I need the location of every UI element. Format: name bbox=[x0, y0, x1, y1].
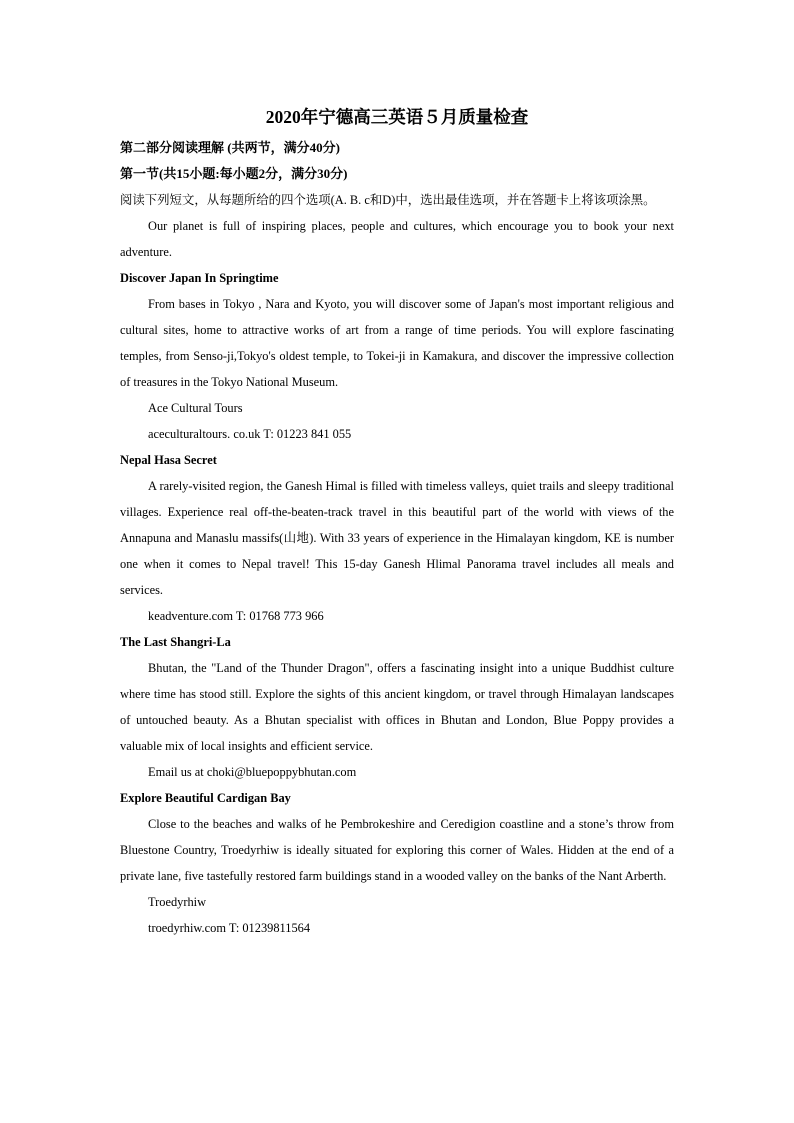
section-body-nepal: A rarely-visited region, the Ganesh Himal is filled with timeless valleys, quiet trails and sleepy traditional villages. Experience real off-the-beaten-track travel in this beautiful part of the world with views of the Annapuna and Manaslu massifs(山地). With 33 years of experience in the Himalayan kingdom, KE is number one when it comes to Nepal travel! This 15-day Ganesh Hlimal Panorama travel includes all meals and services. bbox=[120, 479, 674, 597]
contact-info-bhutan: Email us at choki@bluepoppybhutan.com bbox=[148, 765, 357, 779]
section-heading-japan: Discover Japan In Springtime bbox=[120, 271, 279, 285]
document-page bbox=[120, 104, 674, 941]
section-cardigan bbox=[120, 785, 674, 941]
document-title: 2020年宁德高三英语５月质量检查 bbox=[265, 107, 529, 127]
section-bhutan bbox=[120, 629, 674, 785]
section-body-bhutan: Bhutan, the "Land of the Thunder Dragon", offers a fascinating insight into a unique Buddhist culture where time has stood still. Explore the sights of this ancient kingdom, or travel through Himalayan landscapes of untouched beauty. As a Bhutan specialist with offices in Bhutan and London, Blue Poppy provides a valuable mix of local insights and efficient service. bbox=[120, 661, 674, 753]
contact-name-japan: Ace Cultural Tours bbox=[148, 401, 243, 415]
section-nepal bbox=[120, 447, 674, 629]
part-heading: 第二部分阅读理解 (共两节，满分40分) bbox=[120, 140, 340, 155]
contact-info-nepal: keadventure.com T: 01768 773 966 bbox=[148, 609, 324, 623]
contact-info-cardigan: troedyrhiw.com T: 01239811564 bbox=[148, 921, 311, 935]
section-body-cardigan: Close to the beaches and walks of he Pembrokeshire and Ceredigion coastline and a stone’s throw from Bluestone Country, Troedyrhiw is ideally situated for exploring this corner of Wales. Hidden at the end of a private lane, five tastefully restored farm buildings stand in a wooded valley on the banks of the Nant Arberth. bbox=[120, 817, 674, 883]
contact-info-japan: aceculturaltours. co.uk T: 01223 841 055 bbox=[148, 427, 352, 441]
contact-name-cardigan: Troedyrhiw bbox=[148, 895, 207, 909]
section-heading-cardigan: Explore Beautiful Cardigan Bay bbox=[120, 791, 291, 805]
section-body-japan: From bases in Tokyo , Nara and Kyoto, you will discover some of Japan's most important religious and cultural sites, home to attractive works of art from a range of time periods. You will explore fascinating temples, from Senso-ji,Tokyo's oldest temple, to Tokei-ji in Kamakura, and discover the impressive collection of treasures in the Tokyo National Museum. bbox=[120, 297, 674, 389]
instructions: 阅读下列短文，从每题所给的四个选项(A. B. c和D)中，选出最佳选项，并在答题卡上将该项涂黑。 bbox=[120, 193, 656, 207]
section-heading: 第一节(共15小题:每小题2分，满分30分) bbox=[120, 166, 348, 181]
section-heading-nepal: Nepal Hasa Secret bbox=[120, 453, 217, 467]
section-japan bbox=[120, 265, 674, 447]
section-heading-bhutan: The Last Shangri-La bbox=[120, 635, 231, 649]
intro-paragraph: Our planet is full of inspiring places, people and cultures, which encourage you to book your next adventure. bbox=[120, 219, 674, 259]
